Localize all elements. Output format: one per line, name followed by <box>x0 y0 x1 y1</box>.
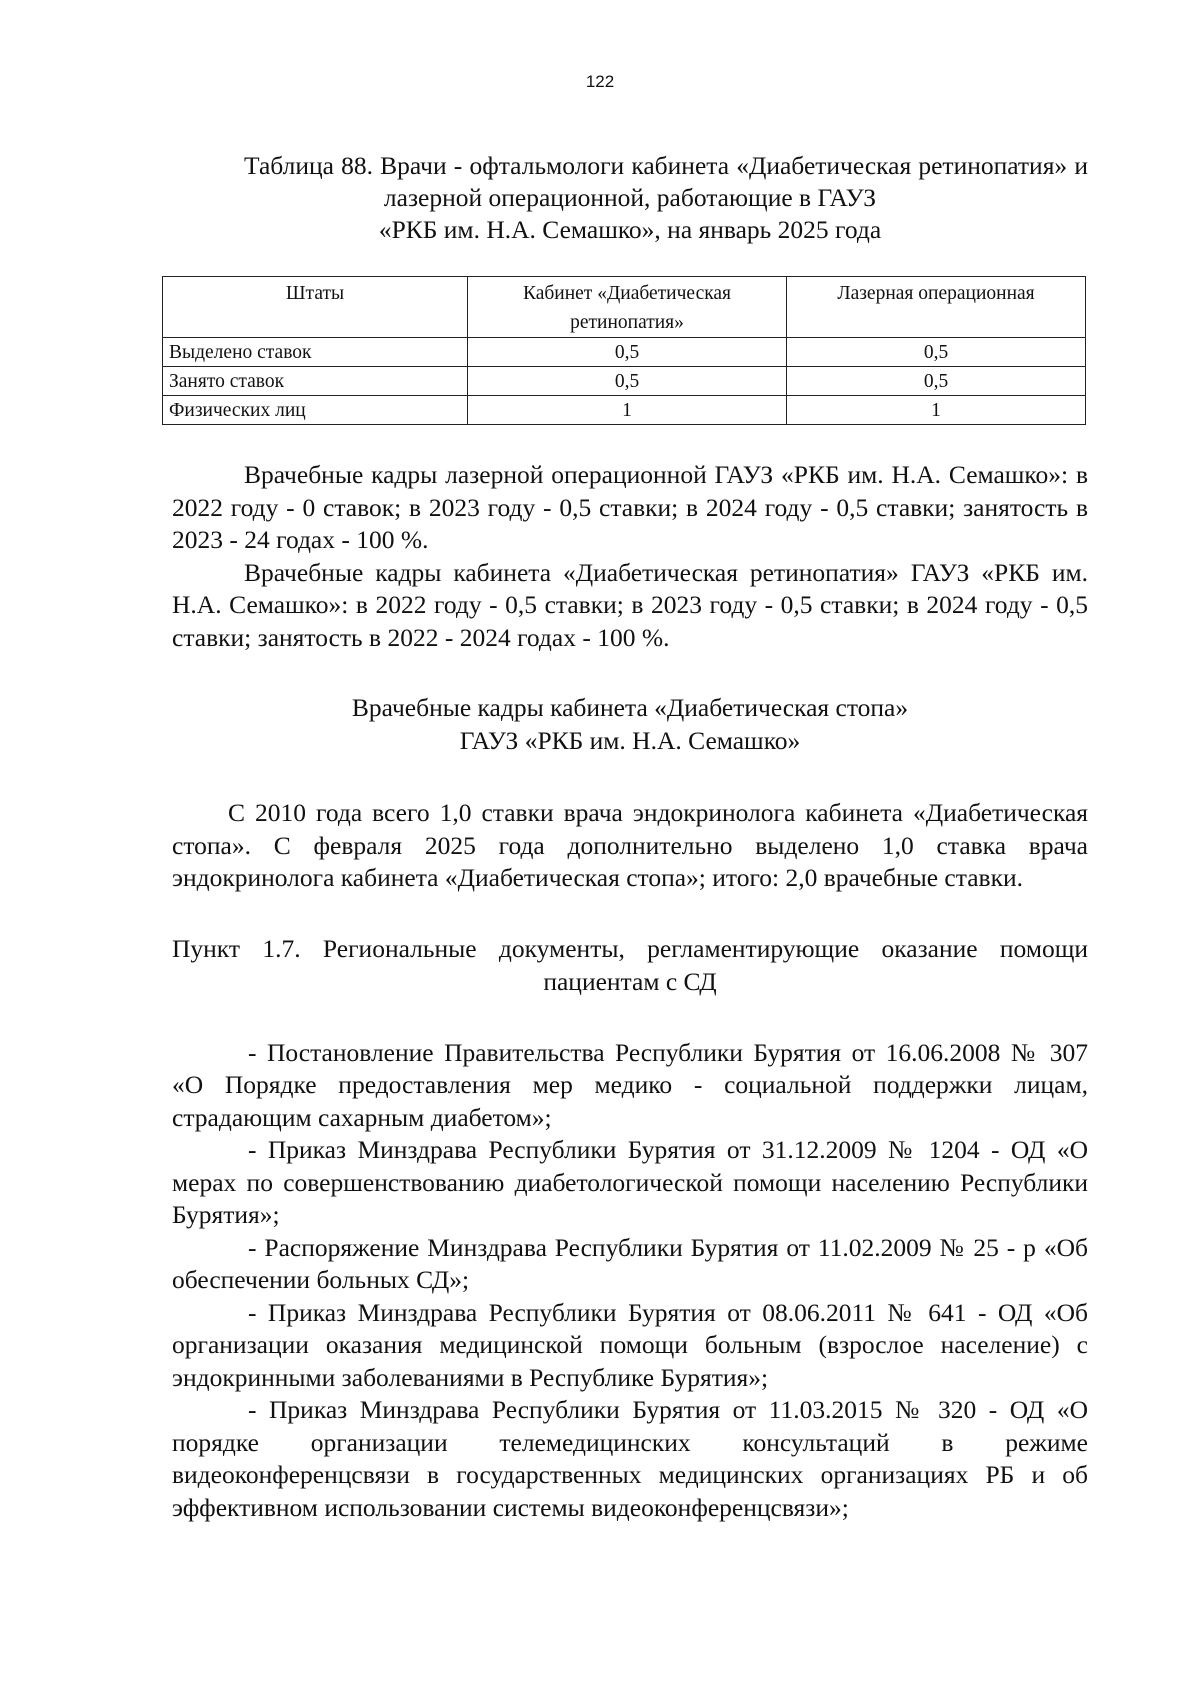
table-caption-continued: «РКБ им. Н.А. Семашко», на январь 2025 года <box>378 215 882 244</box>
paragraph-laser-staff: Врачебные кадры лазерной операционной ГАУЗ «РКБ им. Н.А. Семашко»: в 2022 году - 0 ставок; в 2023 году - 0,5 ставки; в 2024 году - 0,5 ставки; занятость в 2023 - 24 годах - 100 %. <box>172 460 1088 554</box>
list-item: - Постановление Правительства Республики Бурятия от 16.06.2008 № 307 «О Порядке предоставления мер медико - социальной поддержки лицам, страдающим сахарным диабетом»; <box>172 1037 1088 1132</box>
row-label: Выделено ставок <box>163 338 468 367</box>
table-header-row <box>163 277 1086 338</box>
heading-diabetic-foot-org: ГАУЗ «РКБ им. Н.А. Семашко» <box>459 726 801 755</box>
list-item: - Приказ Минздрава Республики Бурятия от 08.06.2011 № 641 - ОД «Об организации оказания медицинской помощи больным (взрослое население) с эндокринными заболеваниями в Республике Бурятия»; <box>172 1297 1088 1392</box>
column-header-staff: Штаты <box>163 277 468 338</box>
section-heading: Пункт 1.7. Региональные документы, регламентирующие оказание помощи пациентам с СД <box>172 933 1088 996</box>
column-header-retinopathy: Кабинет «Диабетическая ретинопатия» <box>468 277 787 338</box>
table-cell: 0,5 <box>468 338 787 367</box>
page-number: 122 <box>585 72 615 91</box>
staff-table <box>162 276 1086 425</box>
list-item: - Приказ Минздрава Республики Бурятия от 11.03.2015 № 320 - ОД «О порядке организации телемедицинских консультаций в режиме видеоконференцсвязи в государственных медицинских организациях РБ и об эффективном использовании системы видеоконференцсвязи»; <box>172 1395 1088 1522</box>
row-label: Физических лиц <box>163 396 468 425</box>
table-cell: 1 <box>787 396 1086 425</box>
table-cell: 0,5 <box>787 338 1086 367</box>
column-header-laser: Лазерная операционная <box>787 277 1086 338</box>
table-cell: 1 <box>468 396 787 425</box>
table-row <box>163 396 1086 425</box>
table-cell: 0,5 <box>787 367 1086 396</box>
heading-diabetic-foot: Врачебные кадры кабинета «Диабетическая стопа» <box>351 693 909 722</box>
document-body <box>169 150 1088 1524</box>
table-row <box>163 338 1086 367</box>
paragraph-diabetic-foot-staff: С 2010 года всего 1,0 ставки врача эндокринолога кабинета «Диабетическая стопа». С февраля 2025 года дополнительно выделено 1,0 ставка врача эндокринолога кабинета «Диабетическая стопа»; итого: 2,0 врачебные ставки. <box>172 798 1088 892</box>
paragraph-retinopathy-staff: Врачебные кадры кабинета «Диабетическая ретинопатия» ГАУЗ «РКБ им. Н.А. Семашко»: в 2022 году - 0,5 ставки; в 2023 году - 0,5 ставки; в 2024 году - 0,5 ставки; занятость в 2022 - 2024 годах - 100 %. <box>172 557 1088 652</box>
table-caption: Таблица 88. Врачи - офтальмологи кабинета «Диабетическая ретинопатия» и лазерной операционной, работающие в ГАУЗ <box>244 151 1088 212</box>
row-label: Занято ставок <box>163 367 468 396</box>
list-item: - Распоряжение Минздрава Республики Бурятия от 11.02.2009 № 25 - р «Об обеспечении больных СД»; <box>172 1232 1088 1294</box>
list-item: - Приказ Минздрава Республики Бурятия от 31.12.2009 № 1204 - ОД «О мерах по совершенствованию диабетологической помощи населению Республики Бурятия»; <box>172 1135 1088 1229</box>
documents-list <box>172 1037 1088 1525</box>
table-cell: 0,5 <box>468 367 787 396</box>
table-row <box>163 367 1086 396</box>
